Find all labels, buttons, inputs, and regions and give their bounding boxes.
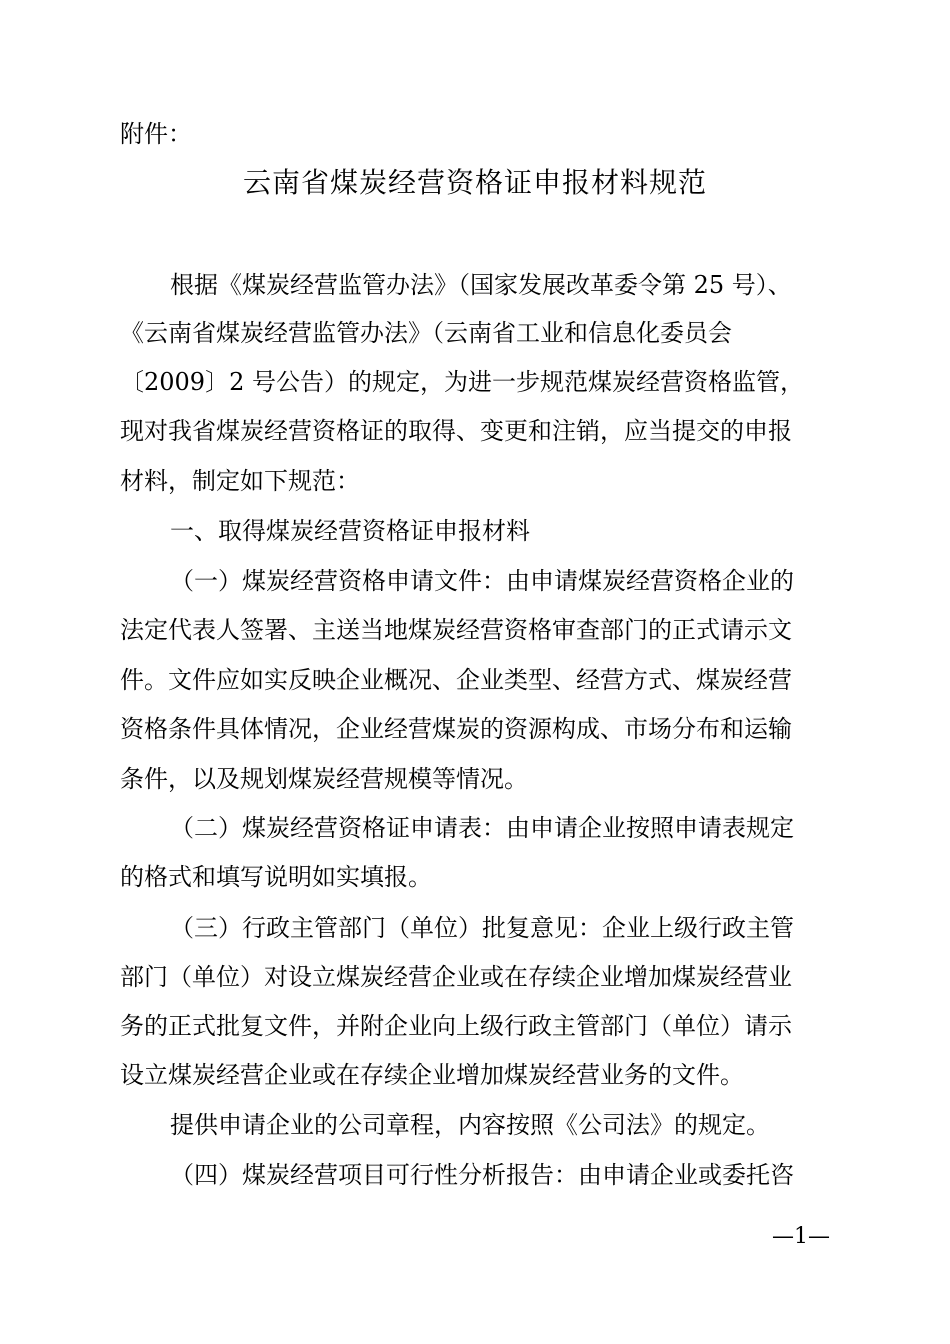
section-heading: 一、取得煤炭经营资格证申报材料 <box>170 517 530 545</box>
document-title: 云南省煤炭经营资格证申报材料规范 <box>242 166 707 199</box>
body-line: 根据《煤炭经营监管办法》（国家发展改革委令第 25 号）、 <box>170 271 792 299</box>
page-number: —1— <box>772 1224 830 1249</box>
body-line: 资格条件具体情况，企业经营煤炭的资源构成、市场分布和运输 <box>120 715 792 743</box>
body-line: 现对我省煤炭经营资格证的取得、变更和注销，应当提交的申报 <box>120 417 792 445</box>
body-line: 的格式和填写说明如实填报。 <box>120 863 432 891</box>
body-line: 务的正式批复文件，并附企业向上级行政主管部门（单位）请示 <box>120 1012 792 1040</box>
attachment-label: 附件： <box>120 120 192 148</box>
body-line: 件。文件应如实反映企业概况、企业类型、经营方式、煤炭经营 <box>120 666 792 694</box>
body-line: 条件，以及规划煤炭经营规模等情况。 <box>120 765 528 793</box>
body-line: 提供申请企业的公司章程，内容按照《公司法》的规定。 <box>170 1111 770 1139</box>
body-line: 〔2009〕2 号公告）的规定，为进一步规范煤炭经营资格监管， <box>120 368 804 396</box>
body-line: （一）煤炭经营资格申请文件：由申请煤炭经营资格企业的 <box>170 567 794 595</box>
body-line: 《云南省煤炭经营监管办法》（云南省工业和信息化委员会 <box>120 319 732 347</box>
body-line: 法定代表人签署、主送当地煤炭经营资格审查部门的正式请示文 <box>120 616 792 644</box>
body-line: （三）行政主管部门（单位）批复意见：企业上级行政主管 <box>170 914 794 942</box>
body-line: 材料，制定如下规范： <box>120 467 360 495</box>
body-line: 设立煤炭经营企业或在存续企业增加煤炭经营业务的文件。 <box>120 1061 744 1089</box>
body-line: 部门（单位）对设立煤炭经营企业或在存续企业增加煤炭经营业 <box>120 963 792 991</box>
body-line: （四）煤炭经营项目可行性分析报告：由申请企业或委托咨 <box>170 1161 794 1189</box>
body-line: （二）煤炭经营资格证申请表：由申请企业按照申请表规定 <box>170 814 794 842</box>
